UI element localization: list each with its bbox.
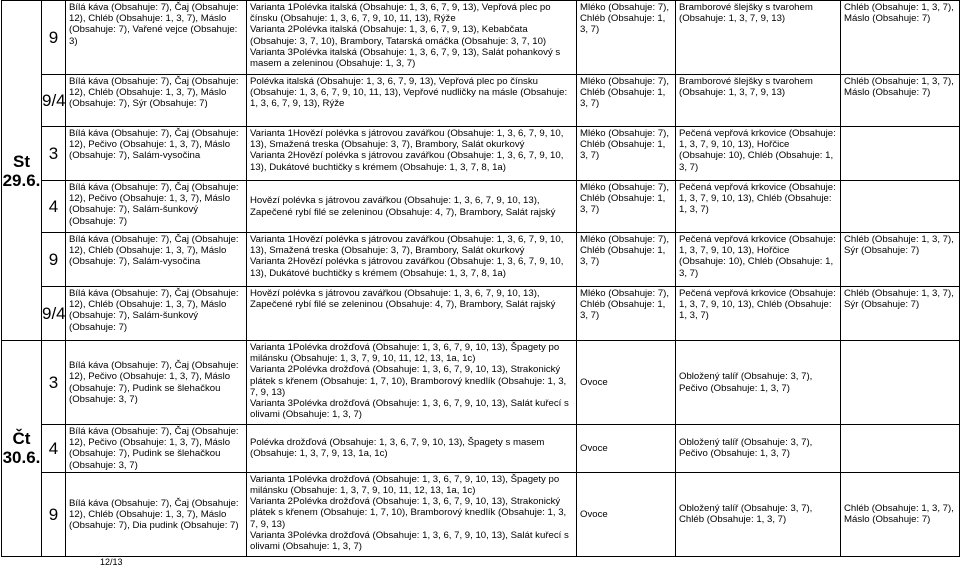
breakfast-cell: Bílá káva (Obsahuje: 7), Čaj (Obsahuje: 12), Pečivo (Obsahuje: 1, 3, 7), Máslo (Obsahuje: 7), Salám-šunkový (Obsahuje: 7) [66, 181, 247, 233]
breakfast-cell: Bílá káva (Obsahuje: 7), Čaj (Obsahuje: 12), Chléb (Obsahuje: 1, 3, 7), Máslo (Obsahuje: 7), Vařené vejce (Obsahuje: 3) [66, 1, 247, 75]
dinner-cell: Pečená vepřová krkovice (Obsahuje: 1, 3, 7, 9, 10, 13), Chléb (Obsahuje: 1, 3, 7) [676, 181, 841, 233]
second-dinner-cell [841, 181, 960, 233]
lunch-cell: Varianta 1Polévka drožďová (Obsahuje: 1, 3, 6, 7, 9, 10, 13), Špagety po milánsku (Obsahuje: 1, 3, 7, 9, 10, 11, 12, 13, 1a, 1c) Varianta 2Polévka drožďová (Obsahuje: 1, 3, 6, 7, 9, 10, 13), Strakonický plátek s křenem (Obsahuje: 1, 7, 10), Bramborový knedlík (Obsahuje: 1, 3, 7, 9, 13) Varianta 3Polévka drožďová (Obsahuje: 1, 3, 6, 7, 9, 10, 13), Salát kuřecí s olivami (Obsahuje: 1, 3, 7) [247, 472, 577, 556]
lunch-cell: Varianta 1Hovězí polévka s játrovou zavářkou (Obsahuje: 1, 3, 6, 7, 9, 10, 13), Smažená treska (Obsahuje: 3, 7), Brambory, Salát okurkový Varianta 2Hovězí polévka s játrovou zavářkou (Obsahuje: 1, 3, 6, 7, 9, 10, 13), Dukátové buchtičky s krémem (Obsahuje: 1, 3, 7, 8, 1a) [247, 127, 577, 181]
diet-group: 4 [42, 181, 66, 233]
diet-group: 9 [42, 1, 66, 75]
diet-group: 9 [42, 472, 66, 556]
diet-group: 9/4 [42, 287, 66, 341]
snack-cell: Mléko (Obsahuje: 7), Chléb (Obsahuje: 1, 3, 7) [577, 127, 676, 181]
page-number: 12/13 [100, 556, 123, 567]
snack-cell: Mléko (Obsahuje: 7), Chléb (Obsahuje: 1, 3, 7) [577, 1, 676, 75]
second-dinner-cell: Chléb (Obsahuje: 1, 3, 7), Sýr (Obsahuje: 7) [841, 233, 960, 287]
second-dinner-cell [841, 127, 960, 181]
breakfast-cell: Bílá káva (Obsahuje: 7), Čaj (Obsahuje: 12), Pečivo (Obsahuje: 1, 3, 7), Máslo (Obsahuje: 7), Pudink se šlehačkou (Obsahuje: 3, 7) [66, 425, 247, 473]
dinner-cell: Pečená vepřová krkovice (Obsahuje: 1, 3, 7, 9, 10, 13), Hořčice (Obsahuje: 10), Chléb (Obsahuje: 1, 3, 7) [676, 233, 841, 287]
day-cell: Čt 30.6. [2, 341, 42, 557]
snack-cell: Mléko (Obsahuje: 7), Chléb (Obsahuje: 1, 3, 7) [577, 233, 676, 287]
breakfast-cell: Bílá káva (Obsahuje: 7), Čaj (Obsahuje: 12), Pečivo (Obsahuje: 1, 3, 7), Máslo (Obsahuje: 7), Pudink se šlehačkou (Obsahuje: 3, 7) [66, 341, 247, 425]
menu-table [1, 0, 960, 557]
diet-group: 3 [42, 127, 66, 181]
snack-cell: Ovoce [577, 341, 676, 425]
dinner-cell: Pečená vepřová krkovice (Obsahuje: 1, 3, 7, 9, 10, 13), Hořčice (Obsahuje: 10), Chléb (Obsahuje: 1, 3, 7) [676, 127, 841, 181]
lunch-cell: Varianta 1Polévka drožďová (Obsahuje: 1, 3, 6, 7, 9, 10, 13), Špagety po milánsku (Obsahuje: 1, 3, 7, 9, 10, 11, 12, 13, 1a, 1c) Varianta 2Polévka drožďová (Obsahuje: 1, 3, 6, 7, 9, 10, 13), Strakonický plátek s křenem (Obsahuje: 1, 7, 10), Bramborový knedlík (Obsahuje: 1, 3, 7, 9, 13) Varianta 3Polévka drožďová (Obsahuje: 1, 3, 6, 7, 9, 10, 13), Salát kuřecí s olivami (Obsahuje: 1, 3, 7) [247, 341, 577, 425]
snack-cell: Mléko (Obsahuje: 7), Chléb (Obsahuje: 1, 3, 7) [577, 287, 676, 341]
breakfast-cell: Bílá káva (Obsahuje: 7), Čaj (Obsahuje: 12), Chléb (Obsahuje: 1, 3, 7), Máslo (Obsahuje: 7), Dia pudink (Obsahuje: 7) [66, 472, 247, 556]
second-dinner-cell: Chléb (Obsahuje: 1, 3, 7), Máslo (Obsahuje: 7) [841, 472, 960, 556]
diet-group: 4 [42, 425, 66, 473]
dinner-cell: Obložený talíř (Obsahuje: 3, 7), Chléb (Obsahuje: 1, 3, 7) [676, 472, 841, 556]
lunch-cell: Polévka italská (Obsahuje: 1, 3, 6, 7, 9, 13), Vepřová plec po čínsku (Obsahuje: 1, 3, 6, 7, 9, 10, 11, 13), Vepřové nudličky na másle (Obsahuje: 1, 3, 6, 7, 9, 13), Rýže [247, 75, 577, 127]
snack-cell: Mléko (Obsahuje: 7), Chléb (Obsahuje: 1, 3, 7) [577, 181, 676, 233]
lunch-cell: Polévka drožďová (Obsahuje: 1, 3, 6, 7, 9, 10, 13), Špagety s masem (Obsahuje: 1, 3, 7, 9, 13, 1a, 1c) [247, 425, 577, 473]
lunch-cell: Hovězí polévka s játrovou zavářkou (Obsahuje: 1, 3, 6, 7, 9, 10, 13), Zapečené rybí filé se zeleninou (Obsahuje: 4, 7), Brambory, Salát rajský [247, 287, 577, 341]
second-dinner-cell [841, 425, 960, 473]
dinner-cell: Bramborové šlejšky s tvarohem (Obsahuje: 1, 3, 7, 9, 13) [676, 75, 841, 127]
lunch-cell: Hovězí polévka s játrovou zavářkou (Obsahuje: 1, 3, 6, 7, 9, 10, 13), Zapečené rybí filé se zeleninou (Obsahuje: 4, 7), Brambory, Salát rajský [247, 181, 577, 233]
breakfast-cell: Bílá káva (Obsahuje: 7), Čaj (Obsahuje: 12), Chléb (Obsahuje: 1, 3, 7), Máslo (Obsahuje: 7), Sýr (Obsahuje: 7) [66, 75, 247, 127]
snack-cell: Mléko (Obsahuje: 7), Chléb (Obsahuje: 1, 3, 7) [577, 75, 676, 127]
snack-cell: Ovoce [577, 472, 676, 556]
dinner-cell: Obložený talíř (Obsahuje: 3, 7), Pečivo (Obsahuje: 1, 3, 7) [676, 341, 841, 425]
lunch-cell: Varianta 1Polévka italská (Obsahuje: 1, 3, 6, 7, 9, 13), Vepřová plec po čínsku (Obsahuje: 1, 3, 6, 7, 9, 10, 11, 13), Rýže Varianta 2Polévka italská (Obsahuje: 1, 3, 6, 7, 9, 13), Kebabčata (Obsahuje: 3, 7, 10), Brambory, Tatarská omáčka (Obsahuje: 3, 7, 10) Varianta 3Polévka italská (Obsahuje: 1, 3, 6, 7, 9, 13), Salát pohankový s masem a zeleninou (Obsahuje: 1, 3, 7) [247, 1, 577, 75]
breakfast-cell: Bílá káva (Obsahuje: 7), Čaj (Obsahuje: 12), Chléb (Obsahuje: 1, 3, 7), Máslo (Obsahuje: 7), Salám-šunkový (Obsahuje: 7) [66, 287, 247, 341]
snack-cell: Ovoce [577, 425, 676, 473]
second-dinner-cell: Chléb (Obsahuje: 1, 3, 7), Máslo (Obsahuje: 7) [841, 1, 960, 75]
second-dinner-cell: Chléb (Obsahuje: 1, 3, 7), Máslo (Obsahuje: 7) [841, 75, 960, 127]
second-dinner-cell [841, 341, 960, 425]
diet-group: 9 [42, 233, 66, 287]
dinner-cell: Bramborové šlejšky s tvarohem (Obsahuje: 1, 3, 7, 9, 13) [676, 1, 841, 75]
lunch-cell: Varianta 1Hovězí polévka s játrovou zavářkou (Obsahuje: 1, 3, 6, 7, 9, 10, 13), Smažená treska (Obsahuje: 3, 7), Brambory, Salát okurkový Varianta 2Hovězí polévka s játrovou zavářkou (Obsahuje: 1, 3, 6, 7, 9, 10, 13), Dukátové buchtičky s krémem (Obsahuje: 1, 3, 7, 8, 1a) [247, 233, 577, 287]
breakfast-cell: Bílá káva (Obsahuje: 7), Čaj (Obsahuje: 12), Chléb (Obsahuje: 1, 3, 7), Máslo (Obsahuje: 7), Salám-vysočina [66, 233, 247, 287]
diet-group: 9/4 [42, 75, 66, 127]
dinner-cell: Pečená vepřová krkovice (Obsahuje: 1, 3, 7, 9, 10, 13), Chléb (Obsahuje: 1, 3, 7) [676, 287, 841, 341]
breakfast-cell: Bílá káva (Obsahuje: 7), Čaj (Obsahuje: 12), Pečivo (Obsahuje: 1, 3, 7), Máslo (Obsahuje: 7), Salám-vysočina [66, 127, 247, 181]
second-dinner-cell: Chléb (Obsahuje: 1, 3, 7), Sýr (Obsahuje: 7) [841, 287, 960, 341]
dinner-cell: Obložený talíř (Obsahuje: 3, 7), Pečivo (Obsahuje: 1, 3, 7) [676, 425, 841, 473]
diet-group: 3 [42, 341, 66, 425]
day-cell: St 29.6. [2, 1, 42, 341]
